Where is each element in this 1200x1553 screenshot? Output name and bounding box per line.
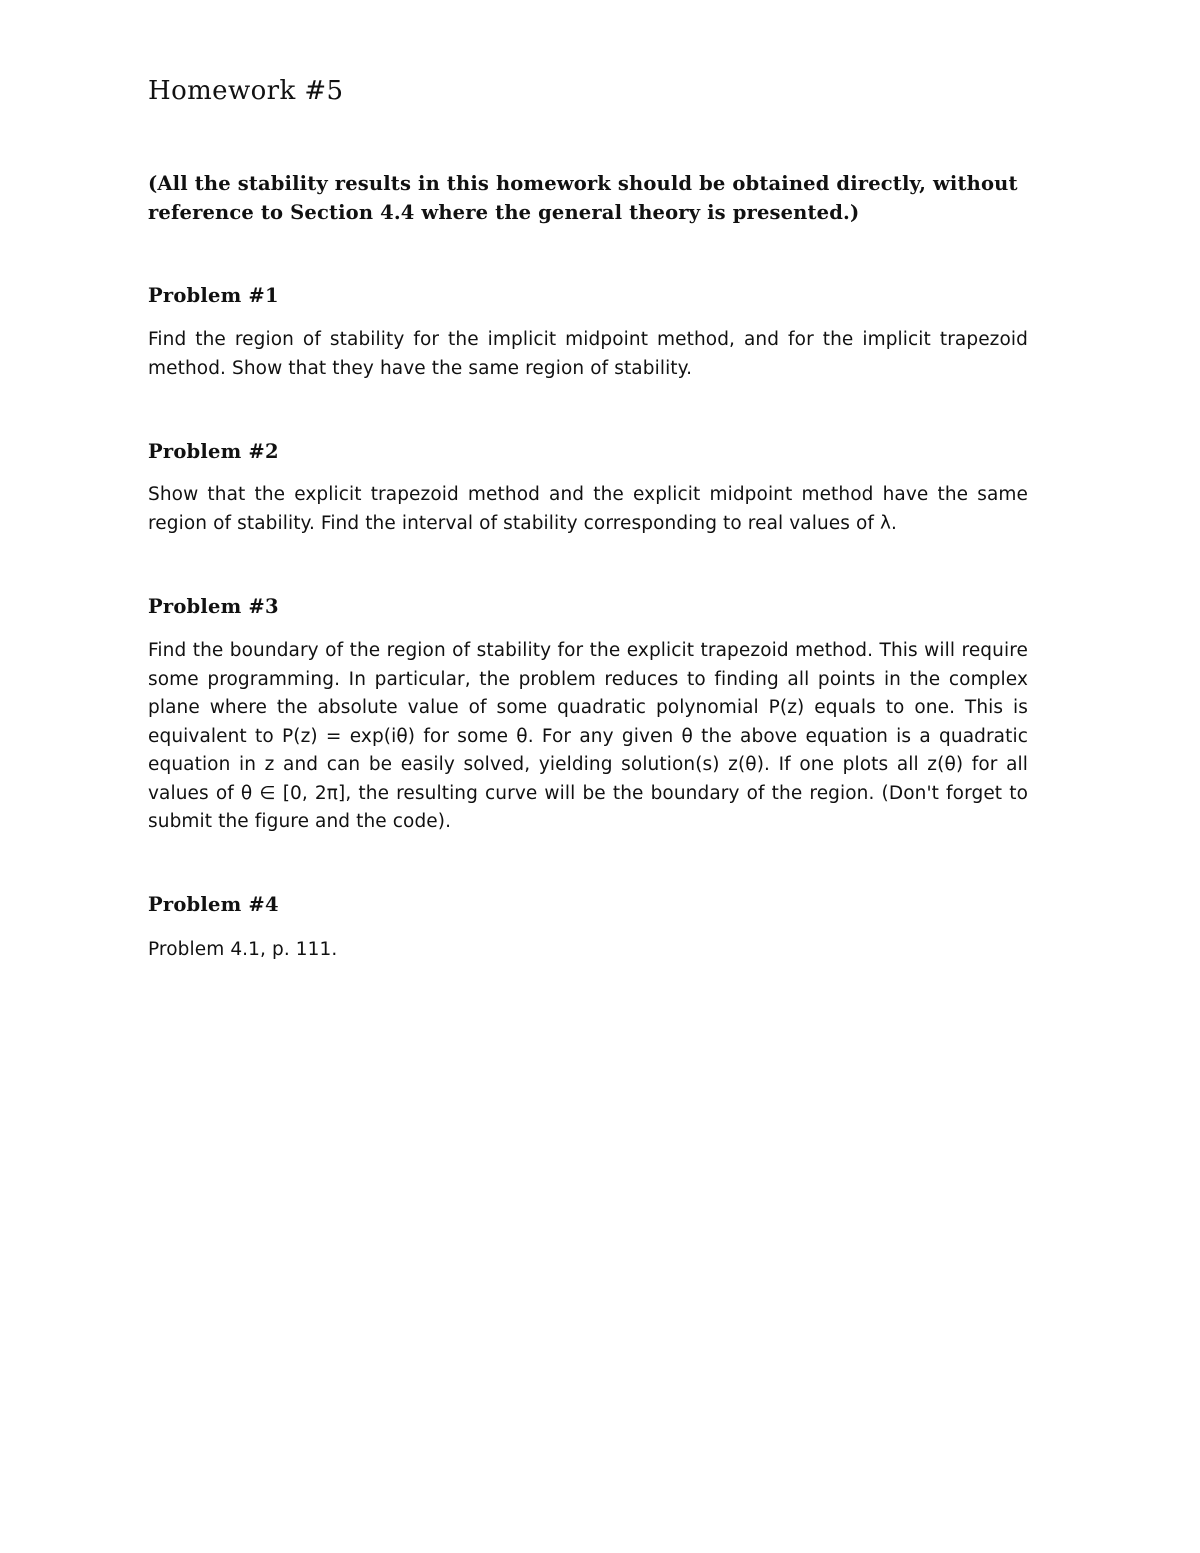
problem-4-heading: Problem #4 — [148, 893, 279, 916]
problem-3-heading: Problem #3 — [148, 595, 279, 618]
problem-3-text: Find the boundary of the region of stability for the explicit trapezoid method. This will require some programming. In particular, the problem reduces to finding all points in the complex plane where the absolute value of some quadratic polynomial P(z) equals to one. This is equivalent to P(z) = exp(iθ) for some θ. For any given θ the above equation is a quadratic equation in z and can be easily solved, yielding solution(s) z(θ). If one plots all z(θ) for all values of θ ∈ [0, 2π], the resulting curve will be the boundary of the region. (Don't forget to submit the figure and the code). — [148, 640, 1028, 832]
problem-1-heading: Problem #1 — [148, 284, 279, 307]
problem-2-heading: Problem #2 — [148, 440, 279, 463]
problem-1-text: Find the region of stability for the implicit midpoint method, and for the implicit trapezoid method. Show that they have the same region of stability. — [148, 329, 1028, 379]
problem-2-text: Show that the explicit trapezoid method and the explicit midpoint method have the same region of stability. Find the interval of stability corresponding to real values of λ. — [148, 484, 1028, 534]
problem-4-text: Problem 4.1, p. 111. — [148, 939, 338, 960]
homework-title: Homework #5 — [148, 76, 344, 106]
homework-note: (All the stability results in this homework should be obtained directly, without reference to Section 4.4 where the general theory is presented.) — [148, 172, 1018, 224]
